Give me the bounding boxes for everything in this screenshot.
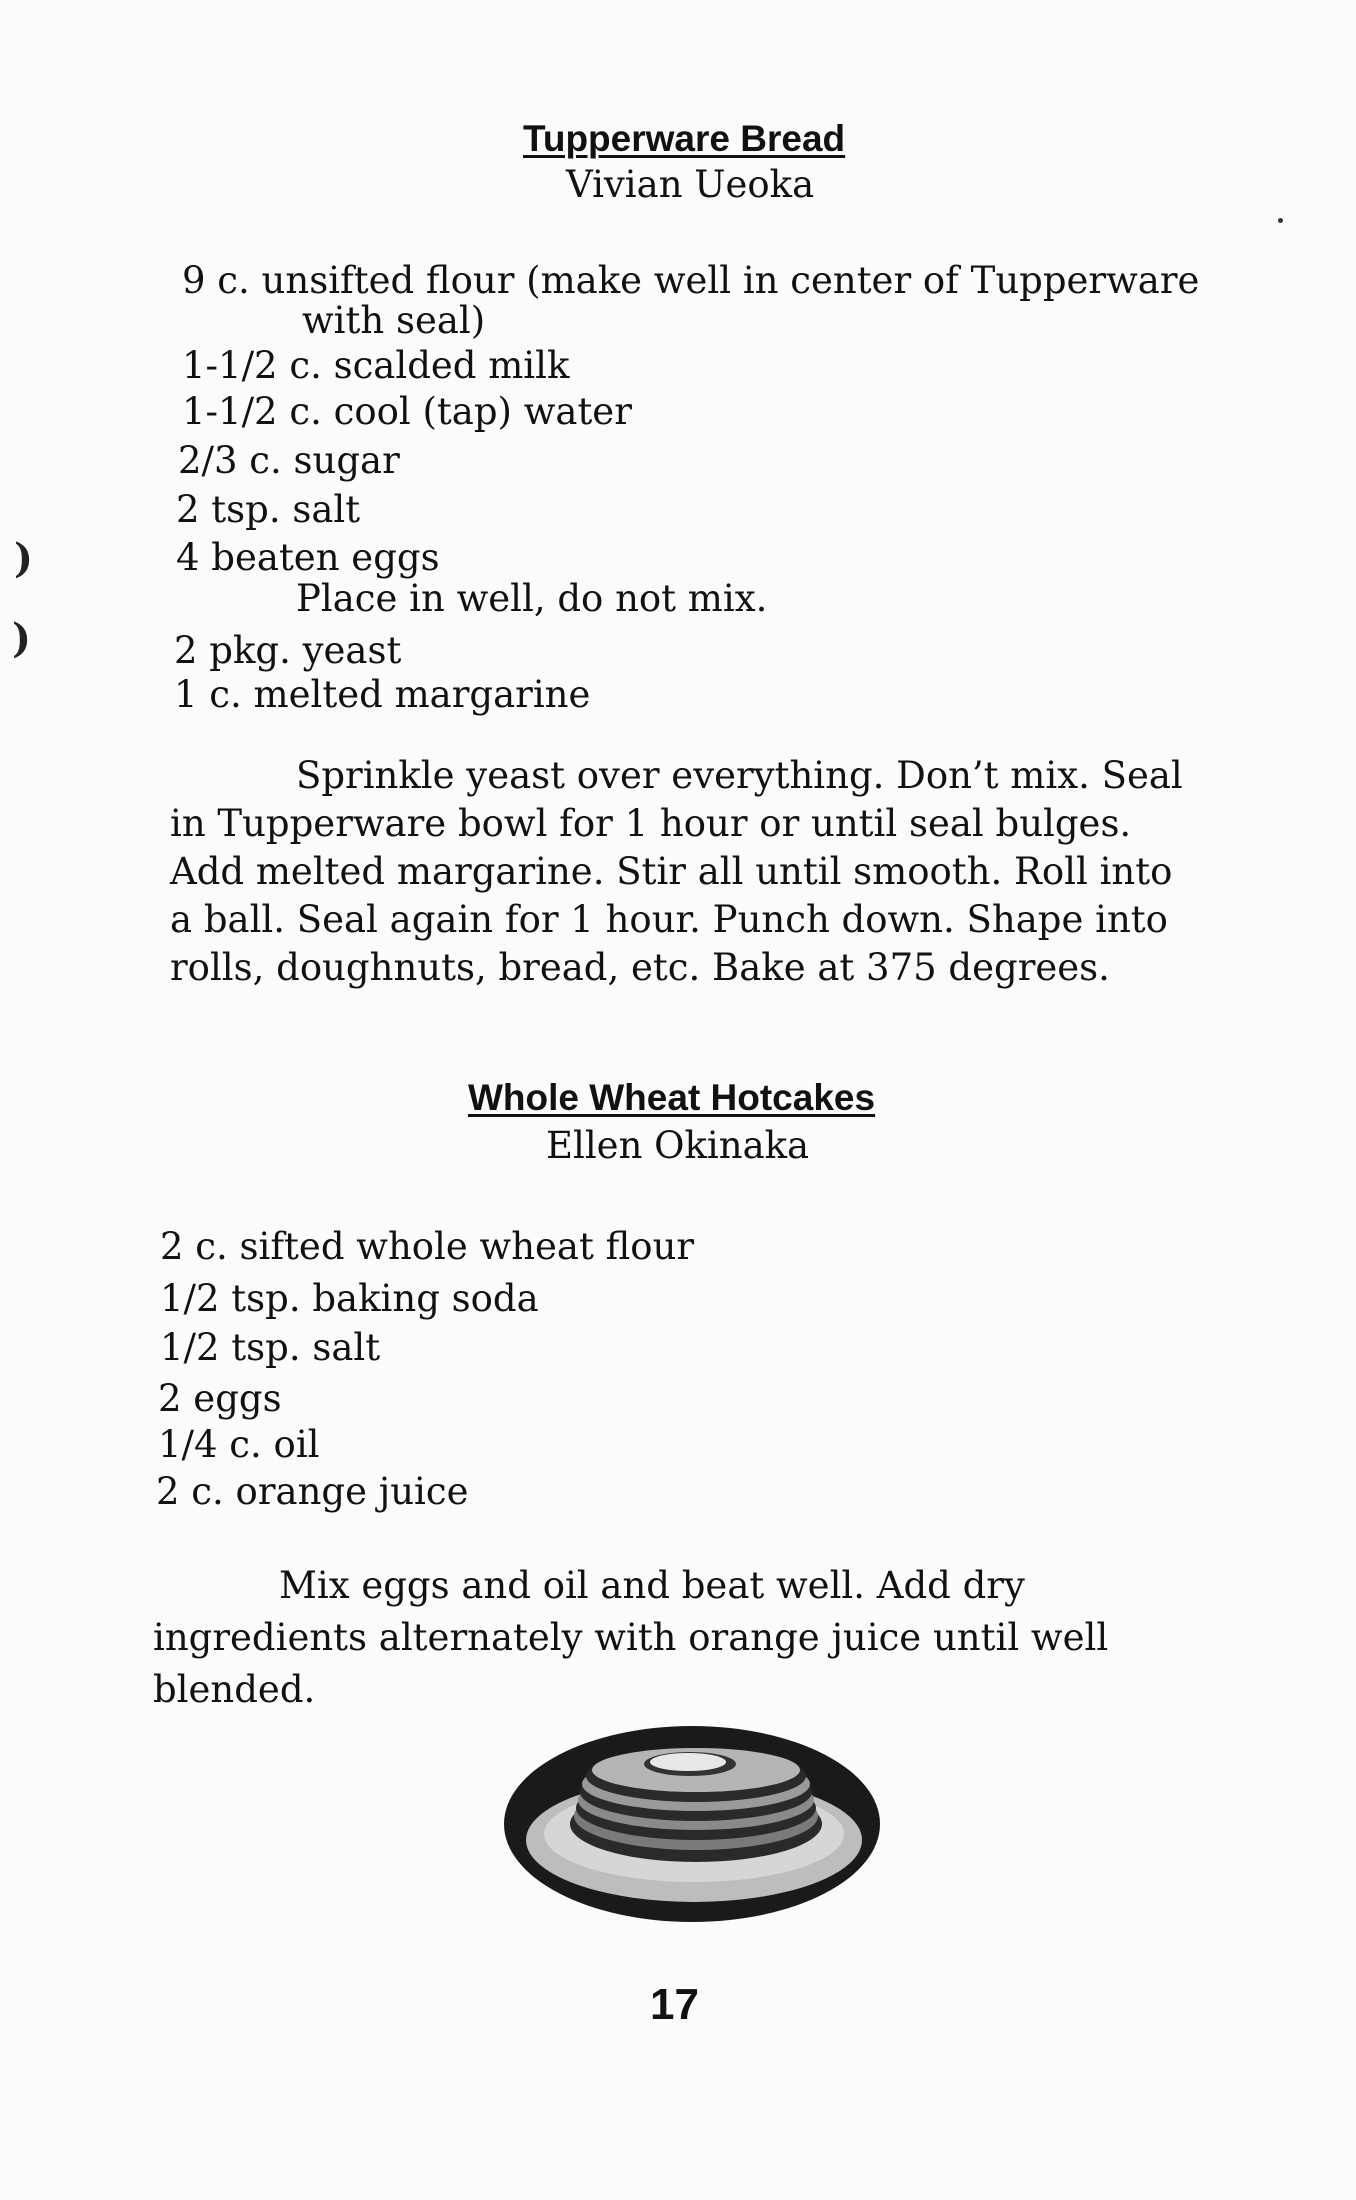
- ingredient-line: 1-1/2 c. cool (tap) water: [182, 390, 632, 433]
- margin-mark-icon: ): [14, 535, 33, 582]
- recipe-title: Tupperware Bread: [523, 118, 846, 159]
- recipe-author: Ellen Okinaka: [546, 1124, 810, 1167]
- ingredient-line: 2/3 c. sugar: [178, 439, 400, 482]
- speck-icon: [1278, 218, 1283, 223]
- ingredient-line: 2 eggs: [158, 1377, 282, 1420]
- ingredient-line: 4 beaten eggs: [176, 536, 440, 579]
- margin-mark-icon: ): [12, 615, 31, 662]
- ingredient-line: 2 c. sifted whole wheat flour: [160, 1225, 695, 1268]
- ingredient-line: 1/2 tsp. baking soda: [160, 1277, 539, 1320]
- ingredient-line: 1 c. melted margarine: [174, 673, 591, 716]
- page-number: 17: [650, 1980, 699, 2029]
- ingredient-line: with seal): [302, 299, 486, 342]
- ingredient-line: 9 c. unsifted flour (make well in center of Tupperware: [182, 259, 1200, 302]
- recipe-directions: Sprinkle yeast over everything. Don’t mix. Seal in Tupperware bowl for 1 hour or until seal bulges. Add melted margarine. Stir all until smooth. Roll into a ball. Seal again for 1 hour. Punch down. Shape into rolls, doughnuts, bread, etc. Bake at 375 degrees.: [170, 754, 1183, 989]
- ingredient-line: 1-1/2 c. scalded milk: [182, 344, 570, 387]
- ingredient-note: Place in well, do not mix.: [296, 577, 768, 620]
- ingredient-line: 2 c. orange juice: [156, 1470, 469, 1513]
- hotcakes-stack-icon: [500, 1712, 886, 1924]
- ingredient-line: 2 tsp. salt: [176, 488, 361, 531]
- ingredient-line: 1/4 c. oil: [158, 1423, 320, 1466]
- ingredient-line: 1/2 tsp. salt: [160, 1326, 381, 1369]
- ingredient-line: 2 pkg. yeast: [174, 629, 402, 672]
- recipe-title: Whole Wheat Hotcakes: [468, 1077, 876, 1118]
- recipe-directions: Mix eggs and oil and beat well. Add dry ingredients alternately with orange juice until well blended.: [153, 1564, 1109, 1711]
- recipe-author: Vivian Ueoka: [566, 163, 815, 206]
